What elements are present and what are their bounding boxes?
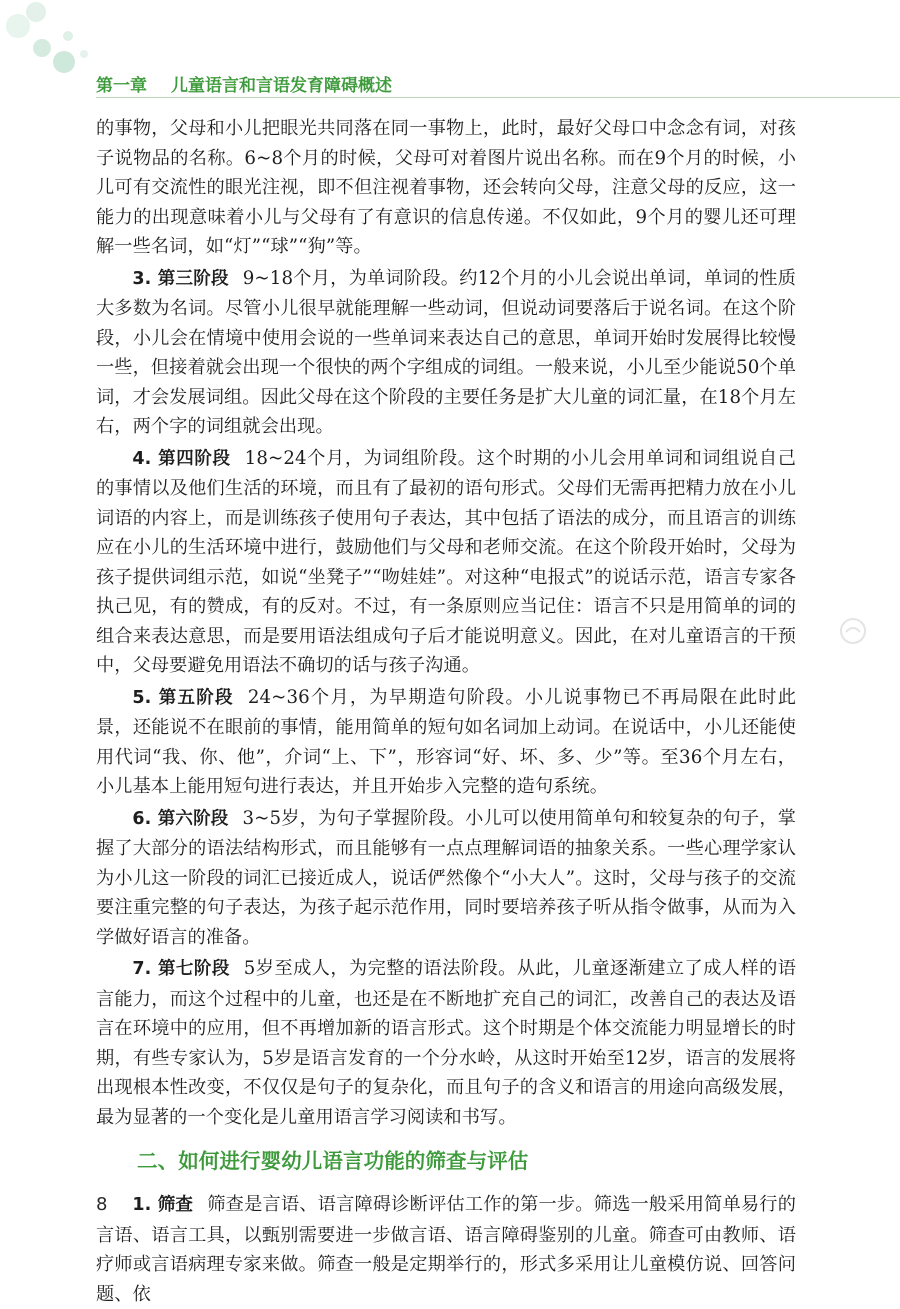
stage-5-text: 24~36个月，为早期造句阶段。小儿说事物已不再局限在此时此景，还能说不在眼前的事情，能用简单的短句如名词加上动词。在说话中，小儿还能使用代词“我、你、他”，介词“上、下”，形容词“好、坏、多、少”等。至36个月左右，小儿基本上能用短句进行表达，并且开始步入完整的造句系统。 — [96, 686, 796, 797]
decorative-dots — [0, 0, 110, 80]
page-number: 8 — [96, 1194, 108, 1215]
chapter-header — [96, 62, 900, 96]
stage-4-text: 18~24个月，为词组阶段。这个时期的小儿会用单词和词组说自己的事情以及他们生活的环境，而且有了最初的语句形式。父母们无需再把精力放在小儿词语的内容上，而是训练孩子使用句子表达，其中包括了语法的成分，而且语言的训练应在小儿的生活环境中进行，鼓励他们与父母和老师交流。在这个阶段开始时，父母为孩子提供词组示范，如说“坐凳子”“吻娃娃”。对这种“电报式”的说话示范，语言专家各执己见，有的赞成，有的反对。不过，有一条原则应当记住：语言不只是用简单的词的组合来表达意思，而是要用语法组成句子后才能说明意义。因此，在对儿童语言的干预中，父母要避免用语法不确切的话与孩子沟通。 — [96, 447, 796, 676]
paragraph-stage-3 — [96, 264, 796, 442]
margin-mark-icon — [838, 616, 868, 646]
stage-6-label: 6. 第六阶段 — [132, 808, 229, 829]
paragraph-stage-4 — [96, 444, 796, 681]
screening-label: 1. 筛查 — [132, 1195, 194, 1215]
stage-7-label: 7. 第七阶段 — [132, 959, 230, 979]
chapter-title: 儿童语言和言语发育障碍概述 — [171, 76, 392, 96]
stage-4-label: 4. 第四阶段 — [132, 448, 231, 469]
paragraph-stage-6 — [96, 804, 796, 953]
stage-6-text: 3~5岁，为句子掌握阶段。小儿可以使用简单句和较复杂的句子，掌握了大部分的语法结构形式，而且能够有一点点理解词语的抽象关系。一些心理学家认为小儿这一阶段的词汇已接近成人，说话俨然像个“小大人”。这时，父母与孩子的交流要注重完整的句子表达，为孩子起示范作用，同时要培养孩子听从指令做事，从而为入学做好语言的准备。 — [96, 807, 796, 948]
paragraph-continued: 的事物，父母和小儿把眼光共同落在同一事物上，此时，最好父母口中念念有词，对孩子说物品的名称。6~8个月的时候，父母可对着图片说出名称。而在9个月的时候，小儿可有交流性的眼光注视，即不但注视着事物，还会转向父母，注意父母的反应，这一能力的出现意味着小儿与父母有了有意识的信息传递。不仅如此，9个月的婴儿还可理解一些名词，如“灯”“球”“狗”等。 — [96, 118, 796, 257]
header-rule — [96, 97, 900, 98]
section-heading: 二、如何进行婴幼儿语言功能的筛查与评估 — [137, 1149, 529, 1173]
stage-7-text: 5岁至成人，为完整的语法阶段。从此，儿童逐渐建立了成人样的语言能力，而这个过程中的儿童，也还是在不断地扩充自己的词汇，改善自己的表达及语言在环境中的应用，但不再增加新的语言形式。这个时期是个体交流能力明显增长的时期，有些专家认为，5岁是语言发育的一个分水岭，从这时开始至12岁，语言的发展将出现根本性改变，不仅仅是句子的复杂化，而且句子的含义和语言的用途向高级发展，最为显著的一个变化是儿童用语言学习阅读和书写。 — [96, 958, 796, 1128]
stage-3-text: 9~18个月，为单词阶段。约12个月的小儿会说出单词，单词的性质大多数为名词。尽管小儿很早就能理解一些动词，但说动词要落后于说名词。在这个阶段，小儿会在情境中使用会说的一些单词来表达自己的意思，单词开始时发展得比较慢一些，但接着就会出现一个很快的两个字组成的词组。一般来说，小儿至少能说50个单词，才会发展词组。因此父母在这个阶段的主要任务是扩大儿童的词汇量，在18个月左右，两个字的词组就会出现。 — [96, 267, 796, 437]
paragraph-stage-5 — [96, 683, 796, 802]
stage-3-label: 3. 第三阶段 — [132, 268, 229, 289]
paragraph-stage-7 — [96, 954, 796, 1132]
paragraph-screening — [96, 1190, 796, 1309]
page-body — [96, 114, 796, 1309]
stage-5-label: 5. 第五阶段 — [132, 687, 234, 708]
screening-text: 筛查是言语、语言障碍诊断评估工作的第一步。筛选一般采用简单易行的言语、语言工具，以甄别需要进一步做言语、语言障碍鉴别的儿童。筛查可由教师、语疗师或言语病理专家来做。筛查一般是定期举行的，形式多采用让儿童模仿说、回答问题、依 — [96, 1194, 796, 1305]
chapter-label: 第一章 — [96, 76, 147, 96]
